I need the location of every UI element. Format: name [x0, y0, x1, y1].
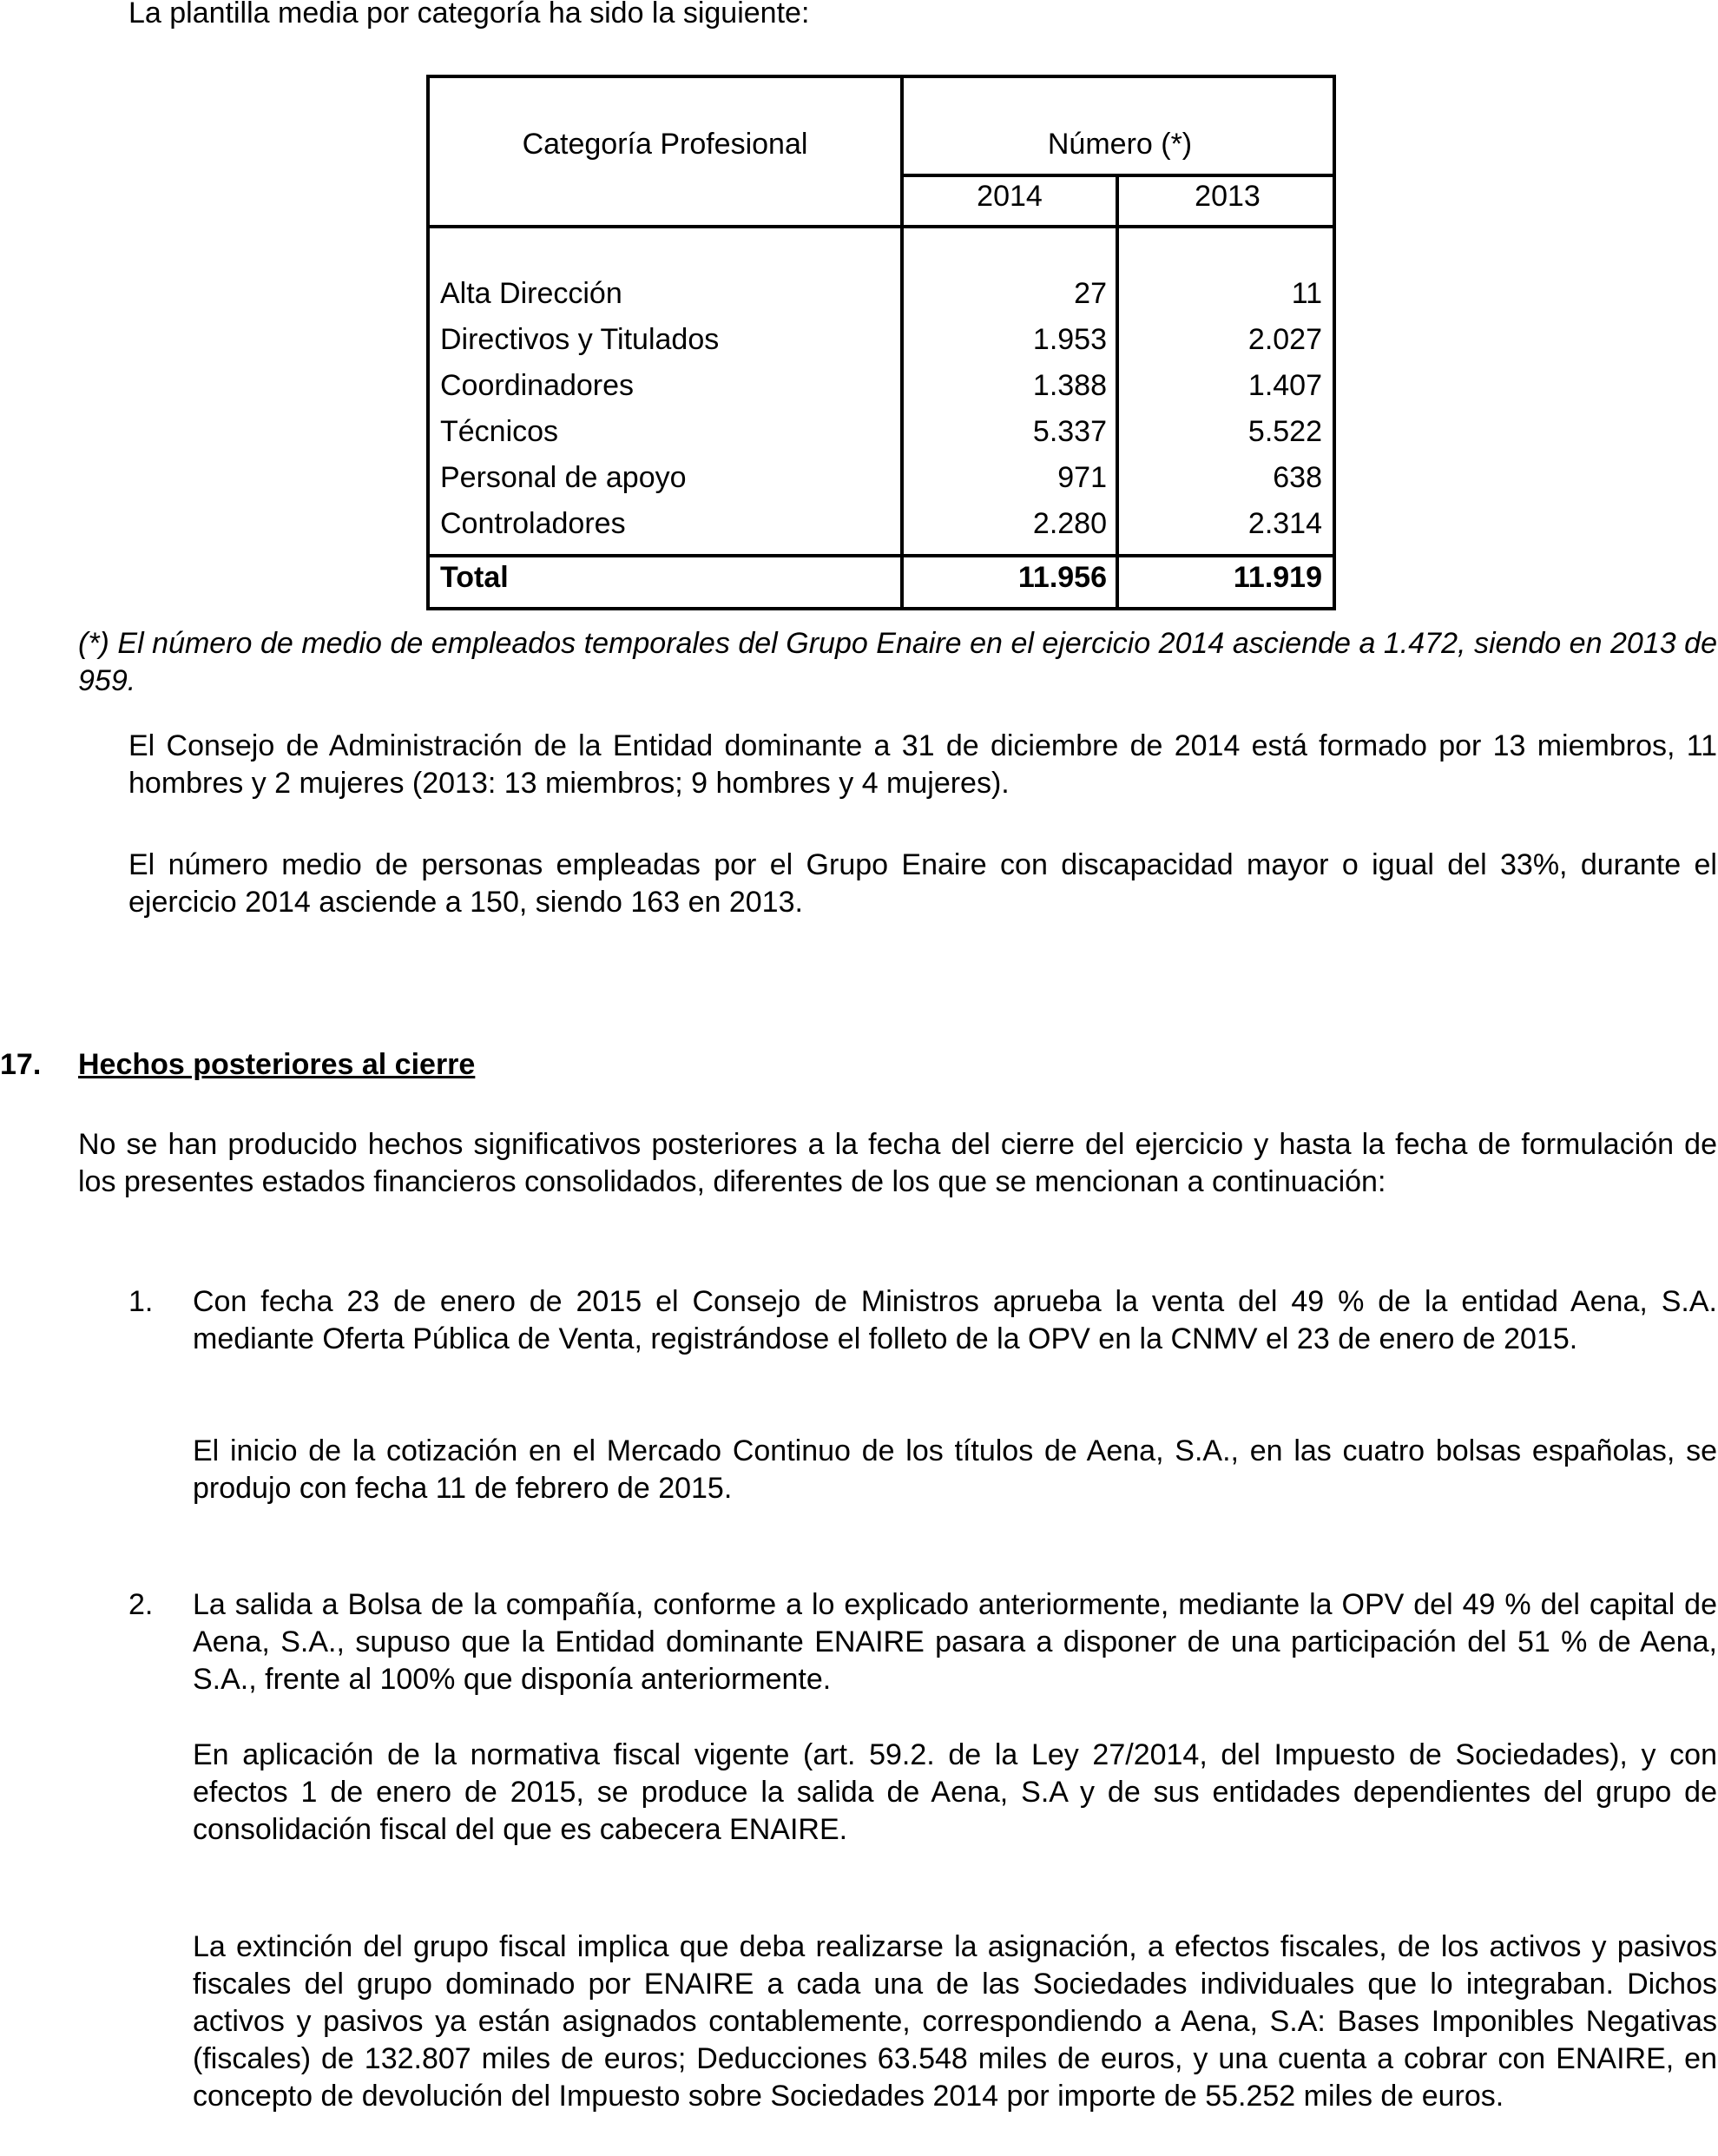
intro-text: La plantilla media por categoría ha sido la siguiente:: [128, 0, 810, 30]
row-divider: [900, 174, 1336, 177]
header-number: Número (*): [1047, 128, 1193, 161]
total-2013: 11.919: [1233, 561, 1322, 594]
value-2013: 11: [1291, 277, 1322, 310]
row-label: Directivos y Titulados: [440, 323, 720, 356]
paragraph-discapacidad: El número medio de personas empleadas por el Grupo Enaire con discapacidad mayor o igual del 33%, durante el ejercicio 2014 asciende a 150, siendo 163 en 2013.: [128, 848, 1717, 919]
value-2014: 2.280: [1032, 507, 1107, 540]
row-label: Técnicos: [440, 415, 559, 448]
total-2014: 11.956: [1017, 561, 1107, 594]
list-item-paragraph: En aplicación de la normativa fiscal vigente (art. 59.2. de la Ley 27/2014, del Impuesto de Sociedades), y con efectos 1 de enero de 2015, se produce la salida de Aena, S.A y de sus entidades dependientes del grupo de consolidación fiscal del que es cabecera ENAIRE.: [193, 1738, 1717, 1846]
value-2013: 2.027: [1247, 323, 1322, 356]
list-item-paragraph: Con fecha 23 de enero de 2015 el Consejo de Ministros aprueba la venta del 49 % de la entidad Aena, S.A. mediante Oferta Pública de Venta, registrándose el folleto de la OPV en la CNMV el 23 de enero de 2015.: [193, 1285, 1717, 1355]
value-2013: 5.522: [1247, 415, 1322, 448]
section-title: Hechos posteriores al cierre: [78, 1048, 476, 1081]
row-label: Personal de apoyo: [440, 461, 687, 494]
value-2014: 27: [1074, 277, 1107, 310]
row-divider: [430, 554, 1336, 557]
list-item-number: 1.: [128, 1285, 154, 1318]
row-divider: [430, 225, 1336, 228]
footnote: (*) El número de medio de empleados temporales del Grupo Enaire en el ejercicio 2014 asciende a 1.472, siendo en 2013 de 959.: [78, 627, 1717, 697]
row-label: Alta Dirección: [440, 277, 622, 310]
section-number: 17.: [0, 1048, 42, 1081]
list-item-paragraph: La extinción del grupo fiscal implica que deba realizarse la asignación, a efectos fiscales, de los activos y pasivos fiscales del grupo dominado por ENAIRE a cada una de las Sociedades individuales que lo integraban. Dichos activos y pasivos ya están asignados contablemente, correspondiendo a Aena, S.A: Bases Imponibles Negativas (fiscales) de 132.807 miles de euros; Deducciones 63.548 miles de euros, y una cuenta a cobrar con ENAIRE, en concepto de devolución del Impuesto sobre Sociedades 2014 por importe de 55.252 miles de euros.: [193, 1930, 1717, 2113]
staff-table: [426, 75, 1336, 610]
header-year-2013: 2013: [1195, 180, 1261, 213]
list-item-paragraph: El inicio de la cotización en el Mercado Continuo de los títulos de Aena, S.A., en las cuatro bolsas españolas, se produjo con fecha 11 de febrero de 2015.: [193, 1434, 1717, 1505]
list-item-paragraph: La salida a Bolsa de la compañía, conforme a lo explicado anteriormente, mediante la OPV del 49 % del capital de Aena, S.A., supuso que la Entidad dominante ENAIRE pasara a disponer de una participación del 51 % de Aena, S.A., frente al 100% que disponía anteriormente.: [193, 1588, 1717, 1696]
value-2013: 2.314: [1247, 507, 1322, 540]
value-2014: 5.337: [1032, 415, 1107, 448]
row-label: Controladores: [440, 507, 626, 540]
list-item-number: 2.: [128, 1588, 154, 1621]
value-2013: 1.407: [1247, 369, 1322, 402]
row-label: Coordinadores: [440, 369, 635, 402]
value-2013: 638: [1273, 461, 1322, 494]
value-2014: 1.388: [1032, 369, 1107, 402]
section-intro: No se han producido hechos significativos posteriores a la fecha del cierre del ejercicio y hasta la fecha de formulación de los presentes estados financieros consolidados, diferentes de los que se mencionan a continuación:: [78, 1128, 1717, 1198]
value-2014: 971: [1057, 461, 1107, 494]
section-heading: [0, 1046, 475, 1084]
header-category: Categoría Profesional: [522, 128, 808, 161]
col-divider: [1116, 174, 1119, 607]
value-2014: 1.953: [1032, 323, 1107, 356]
paragraph-consejo: El Consejo de Administración de la Entidad dominante a 31 de diciembre de 2014 está formado por 13 miembros, 11 hombres y 2 mujeres (2013: 13 miembros; 9 hombres y 4 mujeres).: [128, 729, 1717, 800]
total-label: Total: [440, 561, 509, 594]
header-year-2014: 2014: [977, 180, 1043, 213]
